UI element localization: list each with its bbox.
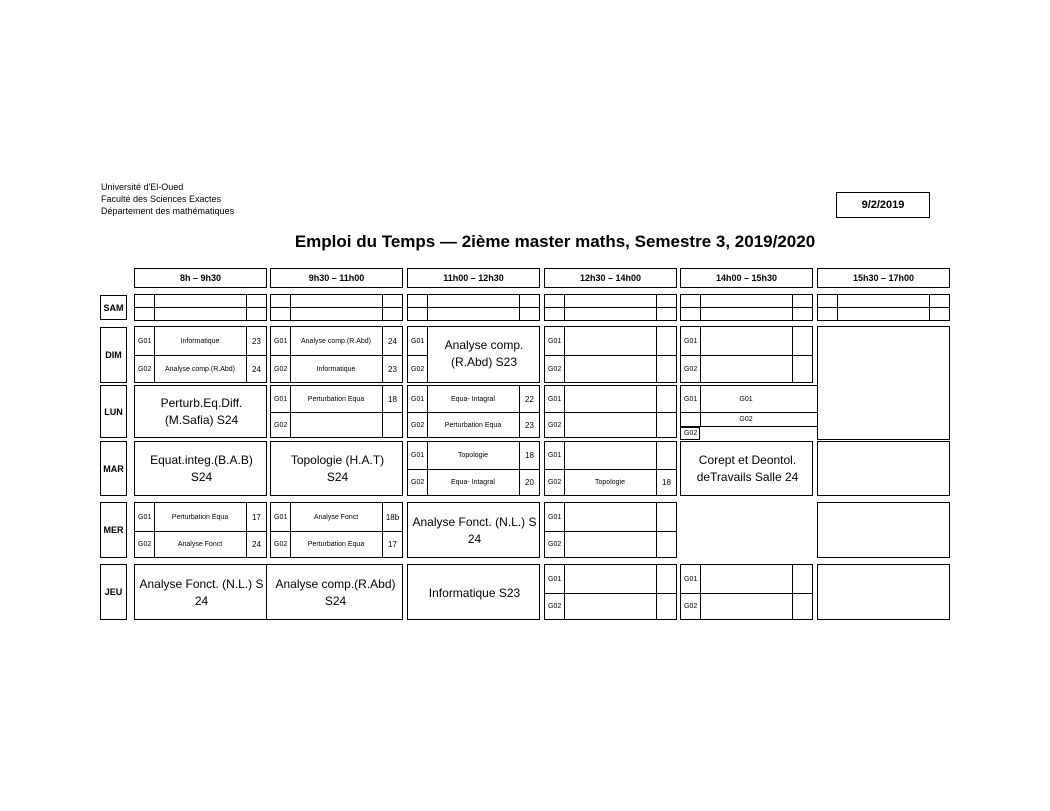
slot-header-3: 11h00 – 12h30 bbox=[407, 268, 540, 288]
cell-lun-5-g02 bbox=[680, 427, 700, 440]
cell-sam-2 bbox=[270, 294, 403, 321]
cell-dim-lun-6 bbox=[817, 326, 950, 440]
group-label: G02 bbox=[684, 430, 698, 437]
slot-header-5: 14h00 – 15h30 bbox=[680, 268, 813, 288]
cell-jeu-2 bbox=[266, 564, 403, 620]
slot-header-1: 8h – 9h30 bbox=[134, 268, 267, 288]
merged-session: Topologie (H.A.T) S24 bbox=[290, 453, 385, 484]
day-label-jeu: JEU bbox=[100, 564, 127, 620]
room-number: 23 bbox=[525, 420, 534, 430]
group-label: G01 bbox=[274, 395, 288, 403]
slot-header-4: 12h30 – 14h00 bbox=[544, 268, 677, 288]
course-name: Topologie bbox=[458, 452, 488, 459]
course-name: Analyse comp.(R.Abd) bbox=[300, 337, 372, 345]
cell-lun-2 bbox=[270, 385, 403, 438]
cell-lun-4 bbox=[544, 385, 677, 438]
cell-jeu-5 bbox=[680, 564, 813, 620]
group-label: G01 bbox=[138, 513, 152, 521]
room-number: 17 bbox=[388, 540, 397, 549]
cell-mar-1 bbox=[134, 441, 267, 496]
room-number: 18 bbox=[388, 394, 397, 404]
group-label: G02 bbox=[411, 365, 425, 373]
group-label: G01 bbox=[548, 575, 562, 583]
room-number: 17 bbox=[252, 512, 261, 522]
course-name: Analyse Fonct bbox=[177, 541, 223, 548]
room-number: 24 bbox=[252, 364, 261, 374]
group-label: G01 bbox=[411, 452, 425, 459]
cell-lun-5 bbox=[680, 385, 817, 427]
room-number: 18 bbox=[525, 451, 534, 460]
group-label: G02 bbox=[684, 603, 698, 610]
group-label: G02 bbox=[548, 603, 562, 610]
cell-mar-5 bbox=[680, 441, 813, 496]
course-name: Informatique bbox=[180, 337, 220, 345]
cell-sam-1 bbox=[134, 294, 267, 321]
group-label: G01 bbox=[684, 395, 698, 403]
slot-header-2: 9h30 – 11h00 bbox=[270, 268, 403, 288]
cell-dim-3 bbox=[407, 326, 540, 383]
cell-mar-6 bbox=[817, 441, 950, 496]
group-label: G02 bbox=[548, 365, 562, 373]
merged-session: Analyse comp.(R.Abd) S23 bbox=[444, 338, 524, 369]
room-number: 22 bbox=[525, 394, 534, 404]
page-title: Emploi du Temps — 2ième master maths, Semestre 3, 2019/2020 bbox=[294, 232, 816, 251]
course-name: Informatique bbox=[316, 365, 356, 373]
merged-session: Analyse Fonct. (N.L.) S 24 bbox=[412, 515, 540, 546]
course-name: Equa- Intagral bbox=[451, 479, 495, 486]
group-label: G01 bbox=[411, 337, 425, 345]
day-label-sam: SAM bbox=[100, 295, 127, 320]
room-number: 24 bbox=[252, 540, 261, 549]
merged-session: Analyse comp.(R.Abd) S24 bbox=[275, 577, 396, 608]
merged-session: Analyse Fonct. (N.L.) S 24 bbox=[139, 577, 267, 608]
faculty-name: Faculté des Sciences Exactes bbox=[101, 194, 222, 204]
group-label: G02 bbox=[548, 479, 562, 486]
day-label-mar: MAR bbox=[100, 441, 127, 496]
group-label: G01 bbox=[684, 337, 698, 345]
cell-sam-5 bbox=[680, 294, 813, 321]
merged-session: Corept et Deontol. deTravails Salle 24 bbox=[696, 453, 799, 484]
cell-dim-2 bbox=[270, 326, 403, 383]
course-name: Perturbation Equa bbox=[307, 395, 365, 403]
merged-session: Equat.integ.(B.A.B) S24 bbox=[150, 453, 253, 484]
cell-sam-3 bbox=[407, 294, 540, 321]
course-name: Analyse Fonct bbox=[313, 513, 359, 521]
group-label: G02 bbox=[274, 365, 288, 373]
cell-lun-3 bbox=[407, 385, 540, 438]
cell-lun-1 bbox=[134, 385, 267, 438]
course-name: Equa- Intagral bbox=[451, 395, 495, 403]
room-number: 18b bbox=[385, 512, 400, 522]
department-name: Département des mathématiques bbox=[101, 206, 235, 216]
group-label: G02 bbox=[274, 421, 288, 429]
group-label: G01 bbox=[274, 337, 288, 345]
cell-mar-4 bbox=[544, 441, 677, 496]
cell-dim-1 bbox=[134, 326, 267, 383]
group-label: G02 bbox=[138, 365, 152, 373]
group-label: G02 bbox=[274, 541, 288, 548]
cell-sam-6 bbox=[817, 294, 950, 321]
group-label: G02 bbox=[138, 541, 152, 548]
course-name: Perturbation Equa bbox=[307, 541, 365, 548]
group-label: G01 bbox=[138, 337, 152, 345]
course-name: Analyse comp.(R.Abd) bbox=[164, 365, 236, 373]
cell-dim-4 bbox=[544, 326, 677, 383]
group-label: G01 bbox=[548, 395, 562, 403]
cell-mer-1 bbox=[134, 502, 267, 558]
group-label: G02 bbox=[684, 365, 698, 373]
cell-mer-4 bbox=[544, 502, 677, 558]
date-box: 9/2/2019 bbox=[836, 192, 930, 218]
group-label: G01 bbox=[548, 513, 562, 521]
cell-sam-4 bbox=[544, 294, 677, 321]
day-label-dim: DIM bbox=[100, 327, 127, 383]
merged-session: Informatique S23 bbox=[428, 585, 521, 600]
group-label: G02 bbox=[411, 421, 425, 429]
group-label: G01 bbox=[548, 337, 562, 345]
room-number: 20 bbox=[525, 478, 534, 487]
slot-header-6: 15h30 – 17h00 bbox=[817, 268, 950, 288]
course-name: G01 bbox=[739, 395, 753, 403]
cell-jeu-1 bbox=[134, 564, 267, 620]
group-label: G01 bbox=[274, 513, 288, 521]
cell-jeu-6 bbox=[817, 564, 950, 620]
group-label: G01 bbox=[411, 395, 425, 403]
cell-jeu-4 bbox=[544, 564, 677, 620]
cell-mer-3 bbox=[407, 502, 540, 558]
group-label: G01 bbox=[548, 452, 562, 459]
day-label-mer: MER bbox=[100, 502, 127, 558]
group-label: G02 bbox=[411, 479, 425, 486]
cell-mer-2 bbox=[270, 502, 403, 558]
cell-jeu-3 bbox=[407, 564, 540, 620]
room-number: 23 bbox=[252, 336, 261, 346]
course-name: G02 bbox=[739, 416, 753, 423]
cell-mar-2 bbox=[270, 441, 403, 496]
group-label: G02 bbox=[548, 421, 562, 429]
university-name: Université d'El-Oued bbox=[101, 182, 184, 192]
room-number: 23 bbox=[388, 364, 397, 374]
course-name: Perturbation Equa bbox=[171, 513, 229, 521]
merged-session: Perturb.Eq.Diff. (M.Safia) S24 bbox=[160, 396, 243, 427]
group-label: G02 bbox=[548, 541, 562, 548]
course-name: Topologie bbox=[595, 479, 625, 486]
day-label-lun: LUN bbox=[100, 385, 127, 438]
group-label: G01 bbox=[684, 575, 698, 583]
cell-mar-3 bbox=[407, 441, 540, 496]
cell-dim-5 bbox=[680, 326, 813, 383]
course-name: Perturbation Equa bbox=[444, 421, 502, 429]
room-number: 18 bbox=[662, 478, 671, 487]
room-number: 24 bbox=[388, 336, 397, 346]
cell-mer-6 bbox=[817, 502, 950, 558]
